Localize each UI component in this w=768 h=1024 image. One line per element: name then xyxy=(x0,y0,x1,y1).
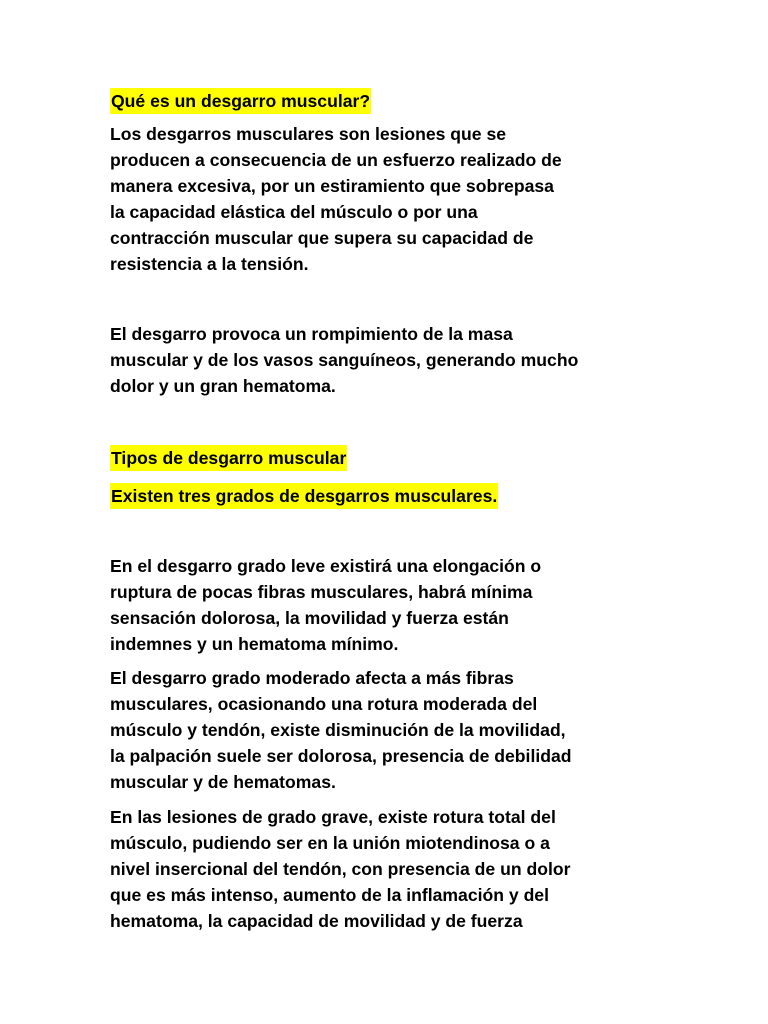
section-heading-types xyxy=(110,445,347,471)
text-line: muscular y de los vasos sanguíneos, generando mucho xyxy=(110,350,579,370)
text-line: ruptura de pocas fibras musculares, habrá mínima xyxy=(110,582,533,602)
text-line: hematoma, la capacidad de movilidad y de fuerza xyxy=(110,911,523,931)
paragraph-moderate-grade xyxy=(110,665,572,795)
section-subheading-grades xyxy=(110,483,498,509)
paragraph-effects xyxy=(110,321,578,399)
text-line: músculo, pudiendo ser en la unión miotendinosa o a xyxy=(110,833,550,853)
highlighted-heading: Qué es un desgarro muscular? xyxy=(110,88,371,114)
highlighted-heading: Tipos de desgarro muscular xyxy=(110,445,347,471)
text-line: la capacidad elástica del músculo o por una xyxy=(110,202,478,222)
text-line: producen a consecuencia de un esfuerzo realizado de xyxy=(110,150,562,170)
text-line: que es más intenso, aumento de la inflamación y del xyxy=(110,885,549,905)
text-line: El desgarro provoca un rompimiento de la masa xyxy=(110,324,513,344)
highlighted-heading: Existen tres grados de desgarros musculares. xyxy=(110,483,498,509)
text-line: musculares, ocasionando una rotura moderada del xyxy=(110,694,538,714)
text-line: muscular y de hematomas. xyxy=(110,772,336,792)
text-line: dolor y un gran hematoma. xyxy=(110,376,336,396)
text-line: Los desgarros musculares son lesiones que se xyxy=(110,124,507,144)
text-line: sensación dolorosa, la movilidad y fuerza están xyxy=(110,608,509,628)
text-line: En las lesiones de grado grave, existe rotura total del xyxy=(110,807,556,827)
text-line: contracción muscular que supera su capacidad de xyxy=(110,228,534,248)
text-line: nivel insercional del tendón, con presencia de un dolor xyxy=(110,859,571,879)
text-line: indemnes y un hematoma mínimo. xyxy=(110,634,399,654)
text-line: la palpación suele ser dolorosa, presencia de debilidad xyxy=(110,746,572,766)
text-line: manera excesiva, por un estiramiento que sobrepasa xyxy=(110,176,554,196)
section-heading-what-is xyxy=(110,88,371,114)
text-line: músculo y tendón, existe disminución de la movilidad, xyxy=(110,720,566,740)
text-line: resistencia a la tensión. xyxy=(110,254,309,274)
paragraph-severe-grade xyxy=(110,804,570,934)
paragraph-definition xyxy=(110,121,562,277)
text-line: El desgarro grado moderado afecta a más fibras xyxy=(110,668,514,688)
text-line: En el desgarro grado leve existirá una elongación o xyxy=(110,556,542,576)
paragraph-mild-grade xyxy=(110,553,541,657)
